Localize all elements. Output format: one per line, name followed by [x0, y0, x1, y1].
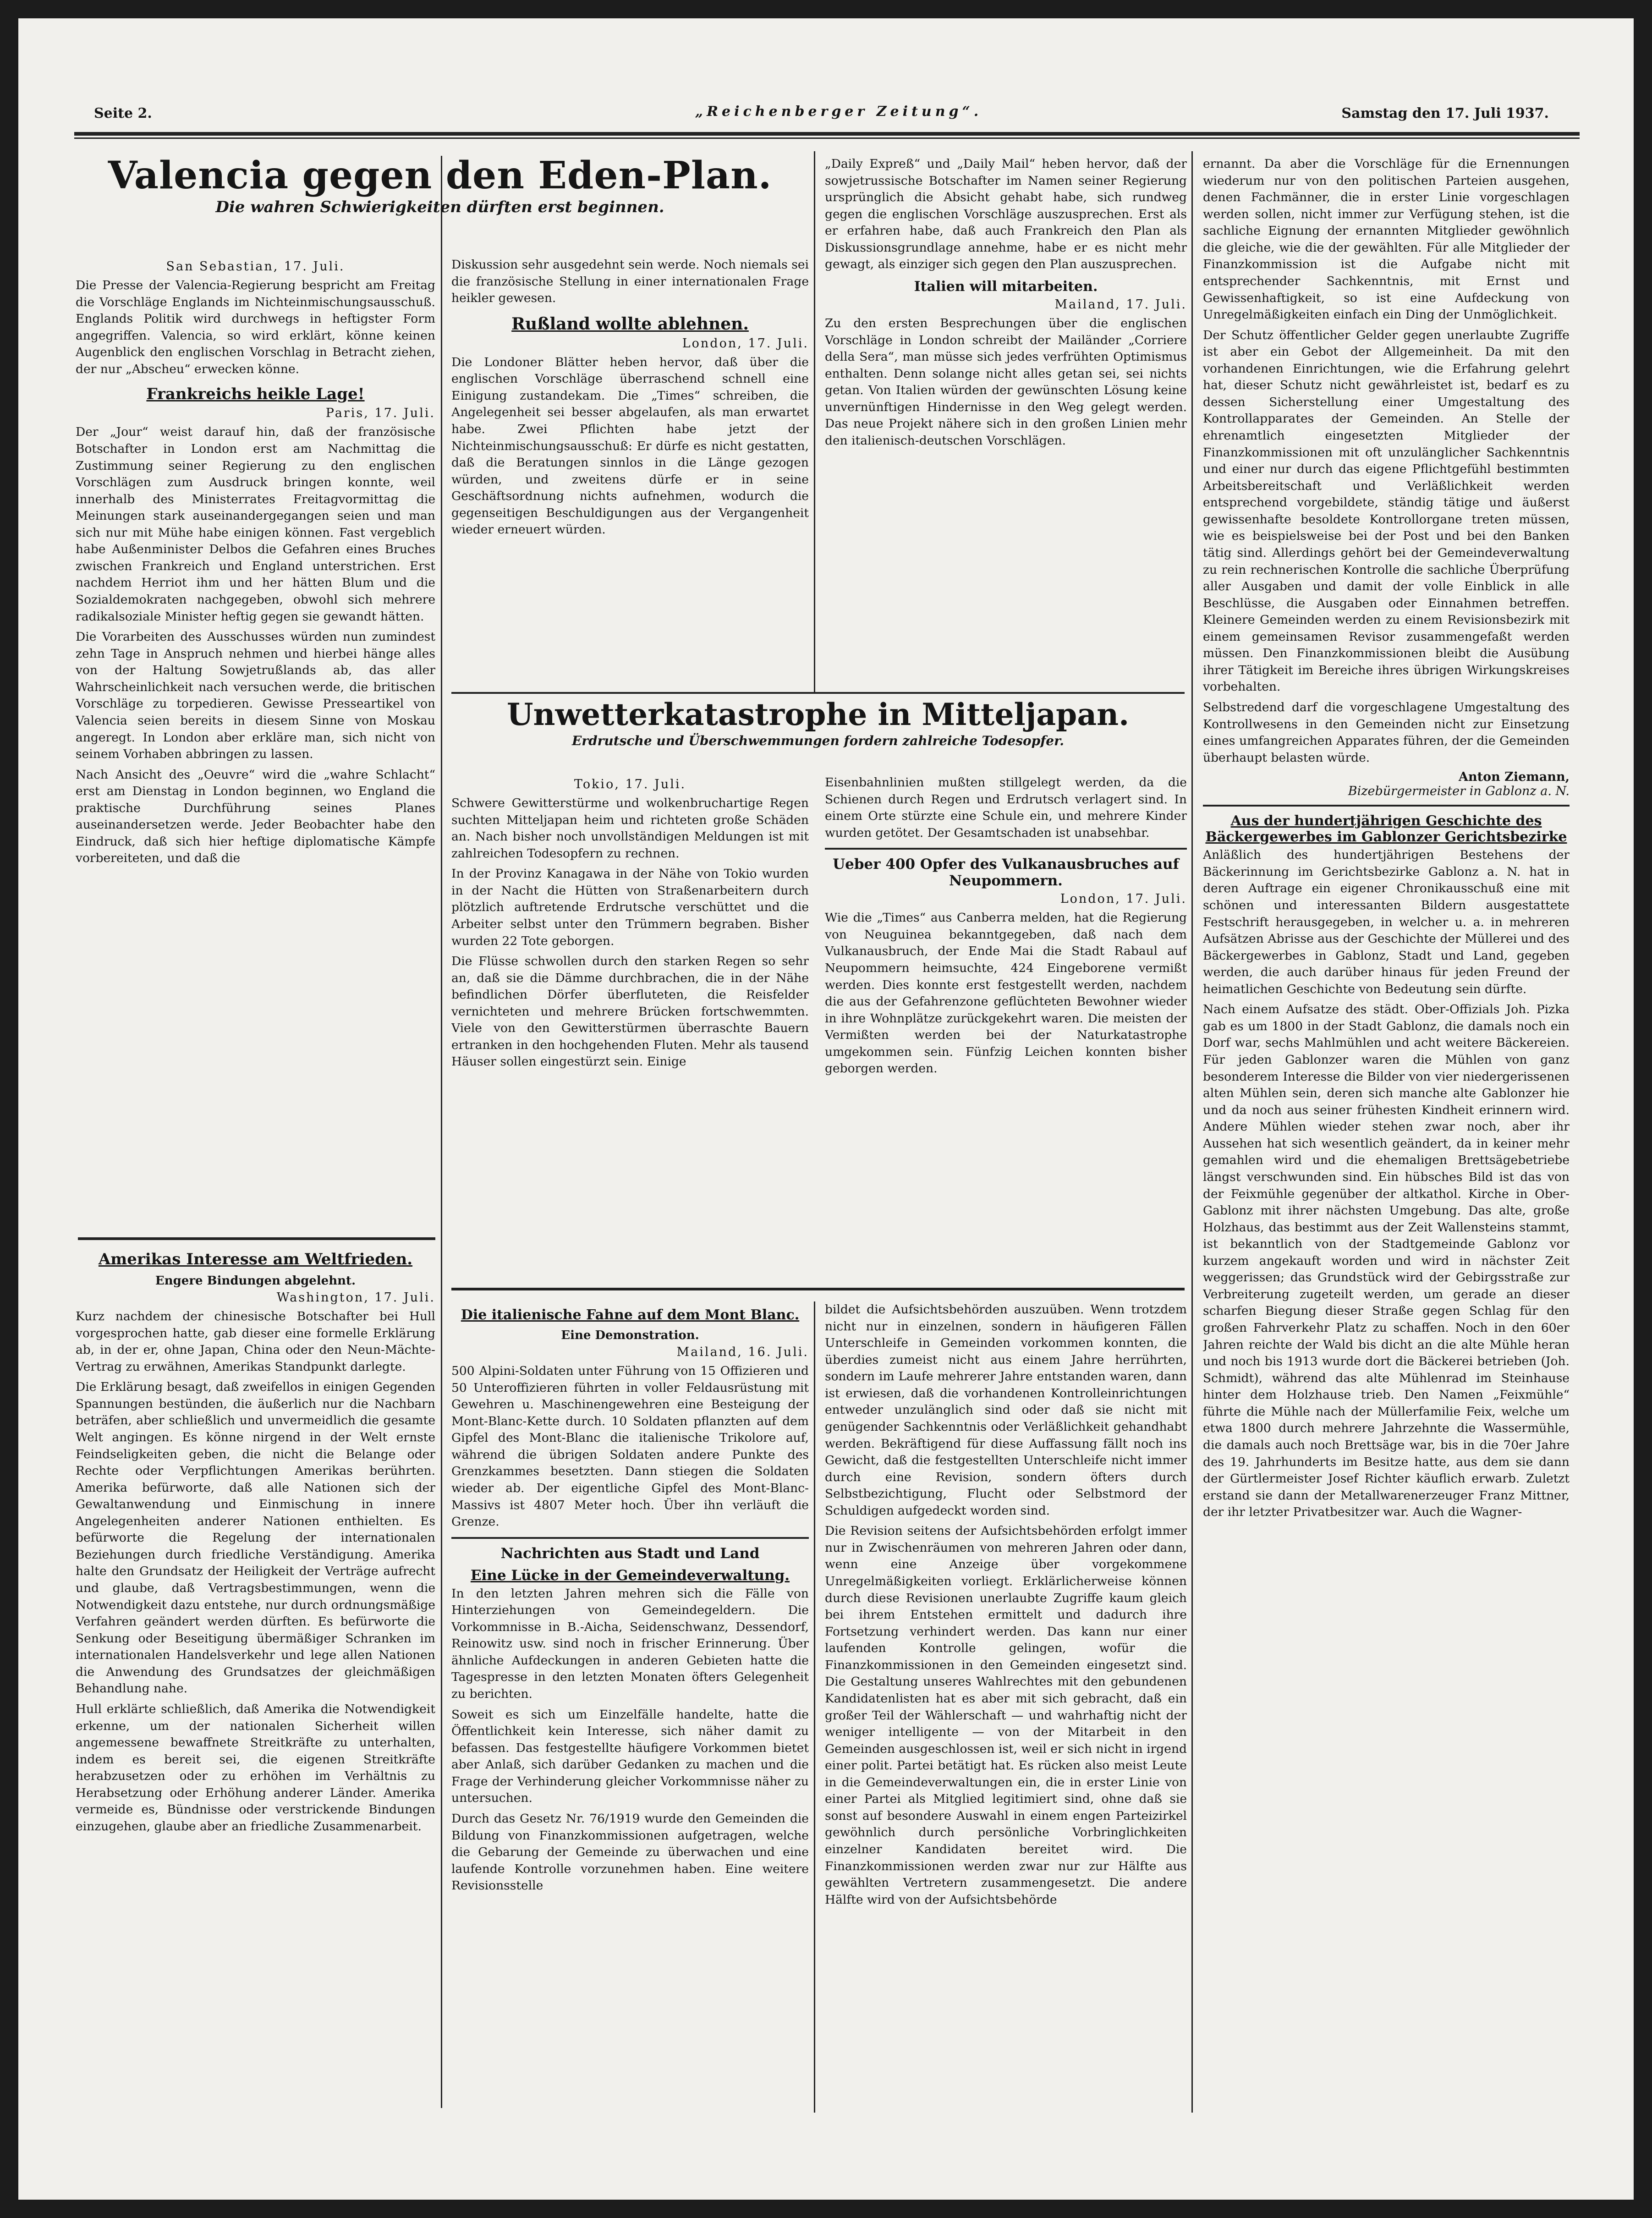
america-heading: Amerikas Interesse am Weltfrieden. — [98, 1250, 413, 1268]
article-separator — [451, 1537, 809, 1539]
france-dateline: Paris, 17. Juli. — [325, 406, 435, 421]
italy-dateline: Mailand, 17. Juli. — [1054, 297, 1187, 312]
local-paragraph: Selbstredend darf die vorgeschlagene Umgestaltung des Kontrollwesens in den Gemeinden nicht zur Einsetzung eines umfangreichen Apparates führen, der die Gemeinden überhaupt belasten würde. — [1203, 700, 1570, 765]
valencia-headline: Valencia gegen den Eden-Plan. — [108, 154, 772, 198]
column-2-lower — [451, 1301, 809, 2108]
column-3-upper — [825, 156, 1187, 692]
newspaper-page — [18, 18, 1634, 2200]
local-paragraph: In den letzten Jahren mehren sich die Fälle von Hinterziehungen von Gemeindegeldern. Die Vorkommnisse in B.-Aicha, Seidenschwanz, Dessendorf, Reinowitz usw. sind noch in frischer Erinnerung. Über ähnliche Aufdeckungen in anderen Gebieten hatte die Tagespresse in den letzten Monaten öfters Gelegenheit zu berichten. — [451, 1586, 809, 1701]
japan-dateline: Tokio, 17. Juli. — [574, 777, 686, 791]
volcano-heading: Ueber 400 Opfer des Vulkanausbruches auf Neupommern. — [833, 856, 1179, 889]
italy-paragraph: Zu den ersten Besprechungen über die englischen Vorschläge in London schreibt der Mailänder „Corriere della Sera“, man müsse sich jedes verfrühten Optimismus enthalten. Denn solange nicht alles getan sei, sei nichts getan. Von Italien würden der gewünschten Lösung keine unvernünftigen Hindernisse in den Weg gelegt werden. Das neue Projekt nähere sich in den großen Linien mehr den italienisch-deutschen Vorschlägen. — [825, 316, 1187, 448]
france-paragraph: Nach Ansicht des „Oeuvre“ wird die „wahre Schlacht“ erst am Dienstag in London beginnen, wo England die praktische Durchführung seines Planes auseinandersetzen werde. Jeder Beobachter habe den Eindruck, daß sich hier heftige diplomatische Kämpfe vorbereiteten, und daß die — [76, 767, 435, 866]
page-number: Seite 2. — [94, 105, 152, 121]
local-news-heading: Eine Lücke in der Gemeindeverwaltung. — [470, 1567, 790, 1584]
japan-article-header — [451, 699, 1185, 753]
column-2-upper — [451, 257, 809, 687]
local-paragraph: Die Revision seitens der Aufsichtsbehörden erfolgt immer nur in Zwischenräumen von mehreren Jahren oder dann, wenn eine Anzeige über vorgekommene Unregelmäßigkeiten vorliegt. Erklärlicherweise können durch diese Revisionen unerlaubte Zugriffe kaum gleich bei ihrem Entstehen ermittelt und dadurch ihre Fortsetzung verhindert werden. Das kann nur einer laufenden Kontrolle gelingen, wofür die Finanzkommissionen in den Gemeinden eingesetzt sind. Die Gestaltung unseres Wahlrechtes mit den gebundenen Kandidatenlisten hat es aber mit sich gebracht, daß ein großer Teil der Wählerschaft — und wahrhaftig nicht der weniger intelligente — von der Mitarbeit in den Gemeinden ausgeschlossen ist, weil er sich nicht in irgend einer polit. Partei betätigt hat. Es rücken also meist Leute in die Gemeindeverwaltungen ein, die in erster Linie von einer Partei als Mitglied legitimiert sind, ohne daß sie sonst auf besondere Auswahl in einem engen Parteizirkel gewöhnlich durch persönliche Vorbringlichkeiten einzelner Kandidaten bereitet wird. Die Finanzkommissionen werden zwar nur zur Hälfte aus gewählten Vertretern zusammengesetzt. Die andere Hälfte wird von der Aufsichtsbehörde — [825, 1524, 1187, 1907]
column-3-lower — [825, 1301, 1187, 2108]
america-dateline: Washington, 17. Juli. — [276, 1290, 435, 1305]
america-paragraph: Kurz nachdem der chinesische Botschafter bei Hull vorgesprochen hatte, gab dieser eine formelle Erklärung ab, in der er, ohne Japan, China oder den Neun-Mächte-Vertrag zu erwähnen, Amerikas Standpunkt darlegte. — [76, 1309, 435, 1374]
japan-subtitle: Erdrutsche und Überschwemmungen fordern zahlreiche Todesopfer. — [571, 733, 1065, 749]
masthead-rule-thin — [74, 137, 1580, 139]
america-paragraph: Hull erklärte schließlich, daß Amerika die Notwendigkeit erkenne, um der nationalen Sicherheit willen angemessene bewaffnete Streitkräfte zu unterhalten, indem es bereit sei, die eigenen Streitkräfte herabzusetzen oder zu erhöhen im Verhältnis zu Herabsetzung oder Erhöhung anderer Länder. Amerika vermeide es, Bündnisse oder verstrickende Bindungen einzugehen, glaube aber an friedliche Zusammenarbeit. — [76, 1702, 435, 1834]
flag-dateline: Mailand, 16. Juli. — [676, 1345, 809, 1359]
column-1-lower — [76, 1246, 435, 2108]
america-subtitle: Engere Bindungen abgelehnt. — [155, 1274, 356, 1288]
japan-paragraph: Eisenbahnlinien mußten stillgelegt werden, da die Schienen durch Regen und Erdrutsch verlagert sind. In einem Orte stürzte eine Schule ein, und mehrere Kinder wurden getötet. Der Gesamtschaden ist unabsehbar. — [825, 775, 1187, 840]
japan-headline: Unwetterkatastrophe in Mitteljapan. — [506, 697, 1130, 732]
valencia-article-header — [73, 156, 807, 221]
bakers-paragraph: Anläßlich des hundertjährigen Bestehens der Bäckerinnung im Gerichtsbezirke Gablonz a. N. hat in deren Auftrage ein eigener Chronikausschuß eine mit schönen und interessanten Bildern ausgestattete Festschrift herausgegeben, in welcher u. a. in mehreren Aufsätzen Abrisse aus der Geschichte der Müllerei und des Bäckergewerbes in Gablonz, Stadt und Land, gegeben werden, die auch darüber hinaus für jeden Freund der heimatlichen Geschichte von Bedeutung sein dürfte. — [1203, 848, 1570, 996]
column-divider — [1191, 151, 1193, 2113]
column-2-middle — [451, 774, 809, 1269]
france-paragraph: Die Vorarbeiten des Ausschusses würden nun zumindest zehn Tage in Anspruch nehmen und hierbei hänge alles von der Haltung Sowjetrußlands ab, das aller Wahrscheinlichkeit nach versuchen werde, die britischen Vorschläge zu torpedieren. Gewisse Presseartikel von Valencia seien bereits in diesem Sinne von Moskau angeregt. In London aber erkläre man, sich nicht von seinem Vorhaben abbringen zu lassen. — [76, 630, 435, 762]
volcano-dateline: London, 17. Juli. — [1060, 892, 1187, 906]
column-divider — [814, 151, 815, 692]
japan-paragraph: Die Flüsse schwollen durch den starken Regen so sehr an, daß sie die Dämme durchbrachen, die in der Nähe befindlichen Dörfer überfluteten, die Reisfelder vernichteten und mehrere Brücken fortschwemmten. Viele von den Gewitterstürmen überraschte Bauern ertranken in den hochgehenden Fluten. Mehr als tausend Häuser sollen eingestürzt sein. Einige — [451, 954, 809, 1069]
france-heading: Frankreichs heikle Lage! — [146, 385, 365, 404]
valencia-subtitle: Die wahren Schwierigkeiten dürften erst beginnen. — [215, 198, 664, 217]
article-separator — [78, 1237, 435, 1240]
column-1-upper — [76, 257, 435, 1233]
france-paragraph: Der „Jour“ weist darauf hin, daß der französische Botschafter in London erst am Nachmittag die Zustimmung seiner Regierung zu den englischen Vorschlägen zum Ausdruck bringen konnte, weil innerhalb des Ministerrates Freitagvormittag die Meinungen stark auseinandergegangen seien und man sich nur mit Mühe habe einigen können. Fast vergeblich habe Außenminister Delbos die Gefahren eines Bruches zwischen Frankreich und England unterstrichen. Erst nachdem Herriot ihm und her hätten Blum und die Sozialdemokraten nachgegeben, obwohl sich mehrere radikalsoziale Minister heftig gegen sie gewandt hätten. — [76, 425, 435, 624]
column-divider — [814, 1301, 815, 2113]
article-separator — [1203, 805, 1570, 807]
japan-paragraph: Schwere Gewitterstürme und wolkenbruchartige Regen suchten Mitteljapan heim und richteten große Schäden an. Nach bisher noch unvollständigen Meldungen ist mit zahlreichen Todesopfern zu rechnen. — [451, 796, 809, 861]
america-paragraph: Die Erklärung besagt, daß zweifellos in einigen Gegenden Spannungen bestünden, die äußerlich nur die Nachbarn beträfen, aber schließlich und unvermeidlich die gesamte Welt angingen. Es könne nirgend in der Welt ernste Feindseligkeiten geben, die nicht die Belange oder Rechte oder Verpflichtungen Amerikas berührten. Amerika befürworte, daß alle Nationen sich der Gewaltanwendung und Einmischung in innere Angelegenheiten anderer Nationen enthielten. Es befürworte die Regelung der internationalen Beziehungen durch friedliche Verständigung. Amerika halte den Grundsatz der Heiligkeit der Verträge aufrecht und glaube, daß Vertragsbestimmungen, wenn die Notwendigkeit dazu entstehe, nur durch ordnungsmäßige Verfahren geändert werden dürften. Es befürworte die Senkung oder Beseitigung übermäßiger Schranken im internationalen Handelsverkehr und lege allen Nationen die Anwendung des Grundsatzes der gleichmäßigen Behandlung nahe. — [76, 1380, 435, 1696]
local-paragraph: ernannt. Da aber die Vorschläge für die Ernennungen wiederum nur von den politischen Parteien ausgehen, denen Fachmänner, die in erster Linie vorgeschlagen werden sollen, nicht immer zur Verfügung stehen, ist die sachliche Eignung der ernannten Mitglieder gewöhnlich die gleiche, wie die der gewählten. Für alle Mitglieder der Finanzkommission ist die Aufgabe nicht mit entsprechender Sachkenntnis, mit Ernst und Gewissenhaftigkeit, so ist eine Aufdeckung von Unregelmäßigkeiten einfach ein Ding der Unmöglichkeit. — [1203, 157, 1570, 322]
flag-subtitle: Eine Demonstration. — [561, 1329, 699, 1342]
column-divider — [441, 156, 442, 2108]
column-4 — [1203, 156, 1570, 2108]
author-name: Anton Ziemann, — [1459, 770, 1570, 785]
valencia-dateline: San Sebastian, 17. Juli. — [166, 259, 345, 274]
russia-paragraph: Die Londoner Blätter heben hervor, daß über die englischen Vorschläge überraschend schnell eine Einigung zustandekam. Die „Times“ schreiben, die Angelegenheit sei besser abgelaufen, als man erwartet habe. Zwei Pflichten habe jetzt der Nichteinmischungsausschuß: Er dürfe es nicht gestatten, daß die Beratungen sinnlos in die Länge gezogen würden, und zweitens dürfe er in seine Geschäftsordnung nichts aufnehmen, wodurch die gegenseitigen Beschuldigungen aus der Vergangenheit wieder erneuert würden. — [451, 355, 809, 537]
flag-heading: Die italienische Fahne auf dem Mont Blanc. — [461, 1307, 800, 1323]
issue-date: Samstag den 17. Juli 1937. — [1341, 105, 1549, 121]
bakers-paragraph: Nach einem Aufsatze des städt. Ober-Offizials Joh. Pizka gab es um 1800 in der Stadt Gablonz, die damals noch ein Dorf war, sechs Mahlmühlen und acht weitere Bäckereien. Für jeden Gablonzer waren die Mühlen von ganz besonderem Interesse die Bilder von vier niedergerissenen alten Mühlen sein, deren sich manche alte Gablonzer hie und da noch aus seiner frühesten Kindheit erinnern wird. Andere Mühlen wieder stehen zwar noch, aber ihr Aussehen hat sich wesentlich geändert, da in keiner mehr gemahlen wird und die ehemaligen Brettsägebetriebe längst verschwunden sind. Ein hübsches Bild ist das von der Feixmühle gegenüber der altkathol. Kirche in Ober-Gablonz mit ihrer nächsten Umgebung. Das alte, große Holzhaus, das bestimmt aus der Zeit Wallensteins stammt, ist bekanntlich von der Stadtgemeinde Gablonz vor kurzem angekauft worden und wird in nächster Zeit weggerissen; das Grundstück wird der Gebirgsstraße zur Verbreiterung zugeteilt werden, um gerade an dieser scharfen Biegung dieser Straße gegen Schlag für den großen Fahrverkehr Platz zu schaffen. Noch in den 60er Jahren reichte der Wald bis dicht an die alte Mühle heran und noch bis 1913 wurde dort die Bäckerei betrieben (Joh. Schmidt), während das alte Mühlenrad im Steinhause hinter dem Holzhause trieb. Den Namen „Feixmühle“ führte die Mühle nach der Müllerfamilie Feix, welche um etwa 1800 durch mehrere Jahrzehnte die Wassermühle, die damals auch noch Brettsäge war, bis in die 70er Jahre des 19. Jahrhunderts im Besitze hatte, aus dem sie dann der Gürtlermeister Josef Richter käuflich erwarb. Zuletzt erstand sie dann der Metallwarenerzeuger Franz Mittner, der ihr letzter Privatbesitzer war. Auch die Wagner- — [1203, 1002, 1570, 1520]
flag-paragraph: 500 Alpini-Soldaten unter Führung von 15 Offizieren und 50 Unteroffizieren führten in voller Feldausrüstung mit Gewehren u. Maschinengewehren eine Besteigung der Mont-Blanc-Kette durch. 10 Soldaten pflanzten auf dem Gipfel des Mont-Blanc die italienische Trikolore auf, während die übrigen Soldaten andere Punkte des Grenzkammes besetzten. Dann stiegen die Soldaten wieder ab. Der eigentliche Gipfel des Mont-Blanc-Massivs ist 4807 Meter hoch. Über ihn verläuft die Grenze. — [451, 1364, 809, 1529]
article-separator — [451, 692, 1185, 694]
bakers-heading: Aus der hundertjährigen Geschichte des Bäckergewerbes im Gablonzer Gerichtsbezirke — [1205, 813, 1567, 845]
italy-heading: Italien will mitarbeiten. — [914, 278, 1098, 295]
article-separator — [825, 848, 1187, 850]
masthead-rule — [74, 132, 1580, 136]
newspaper-name: „Reichenberger Zeitung“. — [695, 104, 982, 120]
column-3-middle — [825, 774, 1187, 1283]
local-paragraph: Durch das Gesetz Nr. 76/1919 wurde den Gemeinden die Bildung von Finanzkommissionen aufgetragen, welche die Gebarung der Gemeinde zu überwachen und eine laufende Kontrolle vorzunehmen haben. Eine weitere Revisionsstelle — [451, 1811, 809, 1893]
japan-paragraph: In der Provinz Kanagawa in der Nähe von Tokio wurden in der Nacht die Hütten von Straßenarbeitern durch plötzlich auftretende Erdrutsche verschüttet und die Arbeiter selbst unter den Trümmern begraben. Bisher wurden 22 Tote geborgen. — [451, 867, 809, 948]
article-separator — [451, 1288, 1185, 1290]
author-title: Bizebürgermeister in Gablonz a. N. — [1348, 784, 1570, 799]
local-paragraph: bildet die Aufsichtsbehörden auszuüben. Wenn trotzdem nicht nur in einzelnen, sondern in häufigeren Fällen Unterschleife in Gemeinden vorkommen konnten, die überdies zumeist nicht aus einem Jahre herrührten, sondern im Laufe mehrerer Jahre entstanden waren, dann ist erwiesen, daß die vorhandenen Kontrolleinrichtungen entweder unzulänglich sind oder daß sie nicht mit genügender Sachkenntnis oder Verläßlichkeit gehandhabt werden. Bekräftigend für diese Auffassung fällt noch ins Gewicht, daß die festgestellten Unterschleife nicht immer durch eine Revision, sondern öfters durch Selbstbezichtigung, Flucht oder Selbstmord der Schuldigen aufgedeckt worden sind. — [825, 1302, 1187, 1518]
russia-paragraph: „Daily Expreß“ und „Daily Mail“ heben hervor, daß der sowjetrussische Botschafter im Namen seiner Regierung ursprünglich die Absicht gehabt habe, sich rundweg gegen die englischen Vorschläge auszusprechen. Erst als er erfahren habe, daß auch Frankreich den Plan als Diskussionsgrundlage annehme, habe er es nicht mehr gewagt, als einziger sich gegen den Plan auszusprechen. — [825, 157, 1187, 272]
russia-heading: Rußland wollte ablehnen. — [511, 314, 749, 334]
russia-dateline: London, 17. Juli. — [682, 336, 809, 351]
valencia-continuation: Diskussion sehr ausgedehnt sein werde. Noch niemals sei die französische Stellung in einer internationalen Frage heikler gewesen. — [451, 258, 809, 306]
valencia-lead: Die Presse der Valencia-Regierung bespricht am Freitag die Vorschläge Englands im Nichteinmischungsausschuß. Englands Politik wird durchwegs in heftigster Form angegriffen. Valencia, so wird erklärt, könne keinen Augenblick den englischen Vorschlag in Betracht ziehen, der nur „Abscheu“ erwecken könne. — [76, 278, 435, 376]
volcano-paragraph: Wie die „Times“ aus Canberra melden, hat die Regierung von Neuguinea bekanntgegeben, daß nach dem Vulkanausbruch, der Ende Mai die Stadt Rabaul auf Neupommern heimsuchte, 424 Eingeborene vermißt werden. Dies konnte erst festgestellt werden, nachdem die aus der Gefahrenzone geflüchteten Bewohner wieder in ihre Wohnplätze zurückgekehrt waren. Die meisten der Vermißten werden bei der Naturkatastrophe umgekommen sein. Fünfzig Leichen konnten bisher geborgen werden. — [825, 911, 1187, 1076]
local-paragraph: Der Schutz öffentlicher Gelder gegen unerlaubte Zugriffe ist aber ein Gebot der Allgemeinheit. Da mit den vorhandenen Einrichtungen, wie die Erfahrung gelehrt hat, dieser Schutz nicht gewährleistet ist, bedarf es zu dessen Sicherstellung einer Umgestaltung des Kontrollapparates der Gemeinden. An Stelle der ehrenamtlich eingesetzten Mitglieder der Finanzkommissionen mit oft unzulänglicher Sachkenntnis und einer nur durch das eigene Pflichtgefühl bestimmten Arbeitsbereitschaft und Verläßlichkeit werden entsprechend vorgebildete, ständig tätige und äußerst gewissenhafte besoldete Kontrollorgane treten müssen, wie es beispielsweise bei der Post und bei den Banken tätig sind. Allerdings gehört bei der Gemeindeverwaltung zu rein rechnerischen Kontrolle die sachliche Überprüfung aller Ausgaben und damit der volle Einblick in alle Beschlüsse, die Ausgaben oder Einnahmen betreffen. Kleinere Gemeinden werden zu einem Revisionsbezirk mit einem gemeinsamen Revisor zusammengefaßt werden müssen. Den Finanzkommissionen bleibt die Ausübung ihrer Tätigkeit im Bereiche ihres übrigen Wirkungskreises vorbehalten. — [1203, 328, 1570, 694]
local-paragraph: Soweit es sich um Einzelfälle handelte, hatte die Öffentlichkeit kein Interesse, sich näher damit zu befassen. Das festgestellte häufigere Vorkommen bietet aber Anlaß, sich darüber Gedanken zu machen und die Frage der Verhinderung gleicher Vorkommnisse näher zu untersuchen. — [451, 1707, 809, 1806]
local-news-section: Nachrichten aus Stadt und Land — [500, 1545, 760, 1562]
